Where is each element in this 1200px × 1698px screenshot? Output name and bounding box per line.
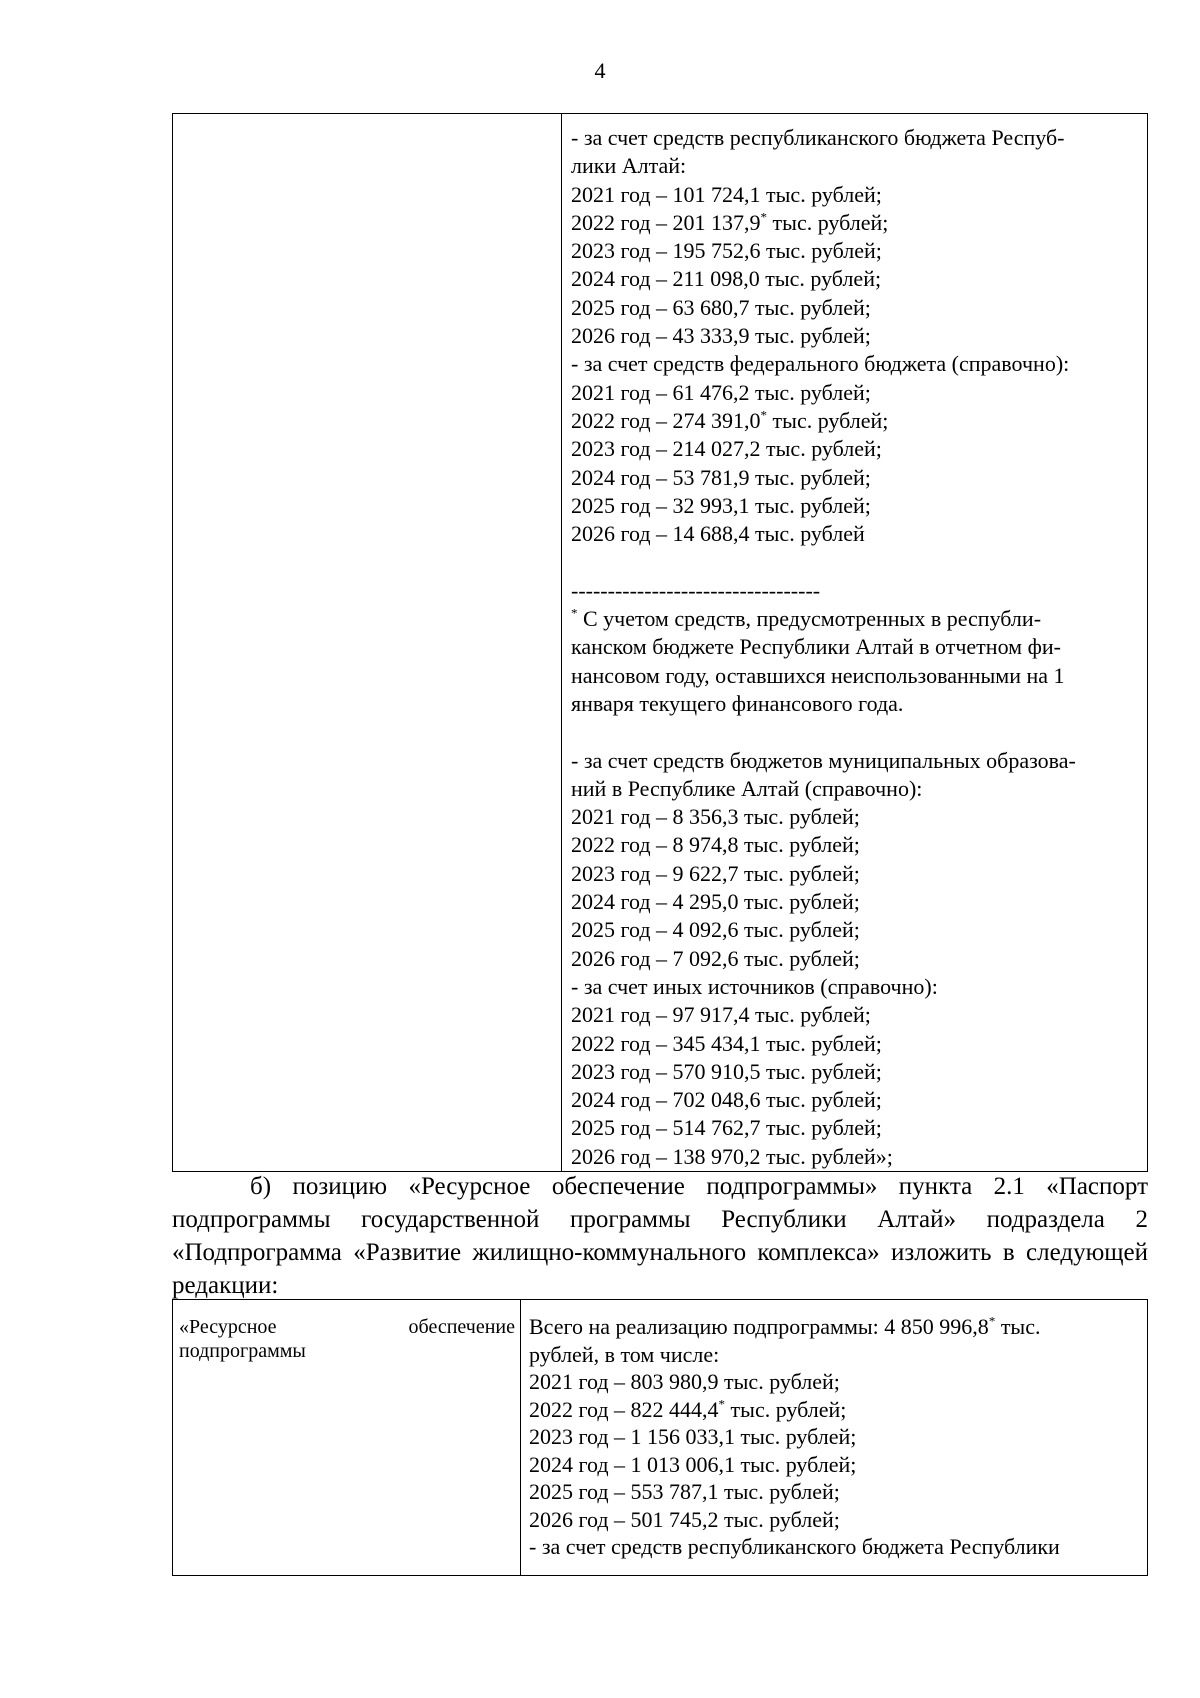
text-line: 2026 год – 43 333,9 тыс. рублей; <box>571 323 871 349</box>
blank-line <box>571 548 1140 576</box>
text-line: нансовом году, оставшихся неиспользованными на 1 <box>571 662 1065 688</box>
text-line: * С учетом средств, предусмотренных в республи- <box>571 605 1042 632</box>
text-line: 2026 год – 138 970,2 тыс. рублей»; <box>571 1143 893 1169</box>
text-line: 2022 год – 201 137,9* тыс. рублей; <box>571 209 889 235</box>
resources-values-list <box>529 1313 1141 1561</box>
text-line: 2024 год – 211 098,0 тыс. рублей; <box>571 266 882 292</box>
text-line: 2026 год – 501 745,2 тыс. рублей; <box>529 1506 840 1532</box>
text-line: 2025 год – 32 993,1 тыс. рублей; <box>571 492 871 518</box>
text-line: 2026 год – 7 092,6 тыс. рублей; <box>571 945 860 971</box>
amendment-paragraph: б) позицию «Ресурсное обеспечение подпрограммы» пункта 2.1 «Паспорт подпрограммы государственной программы Республики Алтай» подраздела 2 «Подпрограмма «Развитие жилищно-коммунального комплекса» изложить в следующей редакции: <box>172 1173 1148 1299</box>
text-line: 2025 год – 553 787,1 тыс. рублей; <box>529 1479 840 1504</box>
text-line: 2022 год – 274 391,0* тыс. рублей; <box>571 407 889 433</box>
text-line: 2022 год – 8 974,8 тыс. рублей; <box>571 832 860 858</box>
text-line: 2021 год – 101 724,1 тыс. рублей; <box>571 181 882 207</box>
subprogram-resources-table <box>172 1299 1148 1576</box>
funding-table-continued <box>172 113 1148 1172</box>
text-line: 2022 год – 822 444,4* тыс. рублей; <box>529 1396 847 1422</box>
page-number: 4 <box>594 58 606 83</box>
text-line: 2023 год – 214 027,2 тыс. рублей; <box>571 436 882 462</box>
text-line: - за счет средств республиканского бюджета Респуб- <box>571 125 1065 150</box>
footnote-marker: * <box>718 1396 726 1412</box>
text-line: - за счет средств бюджетов муниципальных образова- <box>571 747 1076 773</box>
text-line: 2024 год – 702 048,6 тыс. рублей; <box>571 1087 882 1113</box>
text-line: 2023 год – 570 910,5 тыс. рублей; <box>571 1058 882 1084</box>
text-line: 2021 год – 803 980,9 тыс. рублей; <box>529 1369 840 1394</box>
text-line: 2024 год – 4 295,0 тыс. рублей; <box>571 889 860 915</box>
blank-line <box>571 718 1140 746</box>
text-line: 2024 год – 53 781,9 тыс. рублей; <box>571 464 871 490</box>
footnote-marker: * <box>760 209 768 225</box>
funding-values-list <box>571 124 1140 1171</box>
text-line: января текущего финансового года. <box>571 690 904 716</box>
text-line: лики Алтай: <box>571 153 687 179</box>
text-line: 2022 год – 345 434,1 тыс. рублей; <box>571 1030 882 1056</box>
text-line: 2023 год – 1 156 033,1 тыс. рублей; <box>529 1424 857 1449</box>
funding-table-values-cell <box>562 114 1148 1172</box>
text-line: рублей, в том числе: <box>529 1341 720 1367</box>
footnote-marker: * <box>571 605 578 621</box>
text-line: ний в Республике Алтай (справочно): <box>571 775 923 801</box>
text-line: 2026 год – 14 688,4 тыс. рублей <box>571 521 865 547</box>
footnote-marker: * <box>988 1313 996 1329</box>
text-line: 2023 год – 9 622,7 тыс. рублей; <box>571 860 860 886</box>
resources-label-cell: «Ресурсное обеспечение подпрограммы <box>173 1300 521 1576</box>
text-line: 2021 год – 61 476,2 тыс. рублей; <box>571 379 871 405</box>
text-line: 2021 год – 8 356,3 тыс. рублей; <box>571 804 860 830</box>
text-line: 2025 год – 4 092,6 тыс. рублей; <box>571 917 860 943</box>
text-line: - за счет иных источников (справочно): <box>571 973 938 999</box>
text-line: 2023 год – 195 752,6 тыс. рублей; <box>571 238 882 264</box>
resources-values-cell <box>521 1300 1148 1576</box>
text-line: Всего на реализацию подпрограммы: 4 850 996,8* тыс. <box>529 1313 1041 1339</box>
footnote-marker: * <box>760 407 768 423</box>
text-line: 2024 год – 1 013 006,1 тыс. рублей; <box>529 1451 857 1477</box>
text-line: 2025 год – 514 762,7 тыс. рублей; <box>571 1115 882 1141</box>
text-line: 2021 год – 97 917,4 тыс. рублей; <box>571 1002 871 1028</box>
text-line: - за счет средств республиканского бюджета Республики <box>529 1534 1060 1559</box>
text-line: - за счет средств федерального бюджета (справочно): <box>571 351 1070 377</box>
funding-table-label-cell <box>173 114 562 1172</box>
text-line: канском бюджете Республики Алтай в отчетном фи- <box>571 634 1061 660</box>
text-line: ---------------------------------- <box>571 577 821 603</box>
text-line: 2025 год – 63 680,7 тыс. рублей; <box>571 294 871 320</box>
